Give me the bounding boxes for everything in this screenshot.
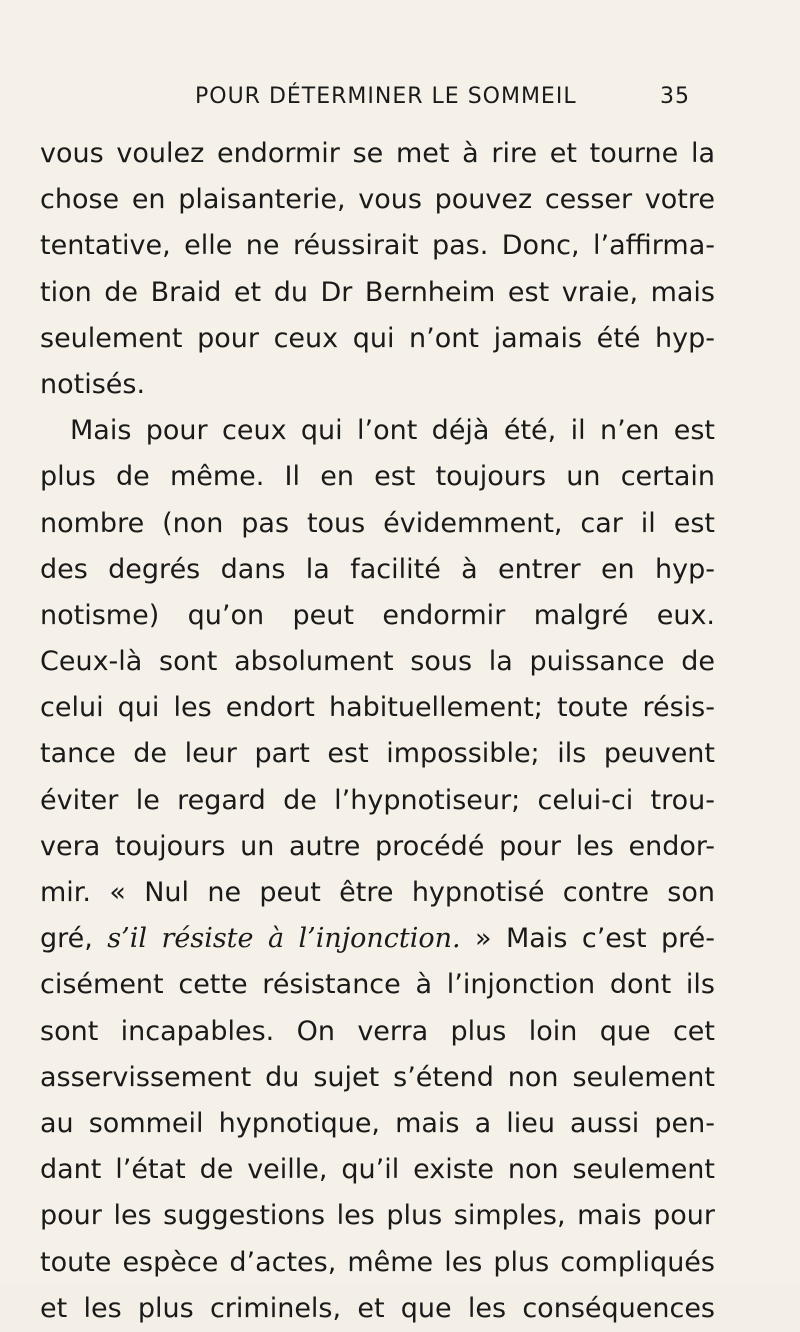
italic-quote: s’il résiste à l’injonction. [107,923,461,955]
running-head: POUR DÉTERMINER LE SOMMEIL [195,84,577,109]
text-line: des degrés dans la facilité à entrer en hyp- [40,553,715,585]
text-segment: gré, [40,923,108,955]
text-line: chose en plaisanterie, vous pouvez cesser votre [40,184,715,216]
body-text [40,131,715,1332]
text-line: Ceux-là sont absolument sous la puissance de [40,646,715,678]
text-line: vous voulez endormir se met à rire et tourne la [40,138,715,169]
text-line: toute espèce d’actes, même les plus compliqués [40,1246,715,1278]
text-line-with-italic [40,916,715,962]
page-number: 35 [660,84,690,109]
text-line: au sommeil hypnotique, mais a lieu aussi pen- [40,1107,715,1139]
text-line: dant l’état de veille, qu’il existe non seulement [40,1154,715,1186]
text-line: et les plus criminels, et que les conséquences [40,1292,715,1324]
text-line: plus de même. Il en est toujours un certain [40,461,715,493]
text-line: notisés. [40,368,146,400]
text-line: notisme) qu’on peut endormir malgré eux. [40,599,715,631]
text-line: seulement pour ceux qui n’ont jamais été hyp- [40,322,715,354]
text-line: sont incapables. On verra plus loin que cet [40,1015,715,1047]
text-segment: » Mais c’est pré- [460,923,715,955]
text-line: celui qui les endort habituellement; toute résis- [40,692,715,724]
text-line: vera toujours un autre procédé pour les endor- [40,830,715,862]
text-line: mir. « Nul ne peut être hypnotisé contre son [40,877,715,908]
text-line: nombre (non pas tous évidemment, car il est [40,507,715,539]
text-line: cisément cette résistance à l’injonction dont ils [40,969,715,1001]
text-line: pour les suggestions les plus simples, mais pour [40,1200,715,1232]
text-line: tance de leur part est impossible; ils peuvent [40,738,715,770]
text-line: tion de Braid et du Dr Bernheim est vraie, mais [40,276,715,308]
text-line: tentative, elle ne réussirait pas. Donc, l’affirma- [40,230,715,262]
text-line: éviter le regard de l’hypnotiseur; celui-ci trou- [40,784,715,816]
text-line: Mais pour ceux qui l’ont déjà été, il n’en est [70,415,715,447]
text-line: asservissement du sujet s’étend non seulement [40,1061,715,1093]
page-header [40,84,690,120]
